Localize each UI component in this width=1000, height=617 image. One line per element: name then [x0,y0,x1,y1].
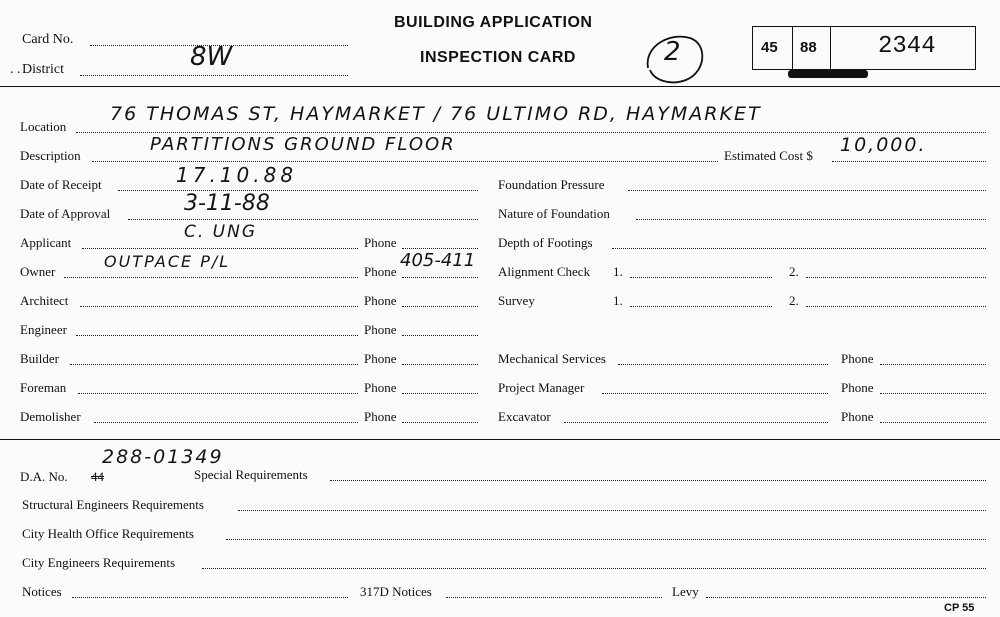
survey-num-1: 1. [613,293,623,308]
notices-label: Notices [22,584,62,599]
owner-phone-label: Phone [364,264,397,279]
owner-value: OUTPACE P/L [104,252,231,271]
engineer-phone-field [402,335,478,336]
architect-field [80,306,358,307]
mechanical-field [618,364,828,365]
foundation-pressure-field [628,190,986,191]
alignment-field-1 [630,277,772,278]
excavator-phone-field [880,422,986,423]
applicant-field [82,248,358,249]
mechanical-phone-label: Phone [841,351,874,366]
owner-field [64,277,358,278]
location-label: Location [20,119,67,134]
date-receipt-field [118,190,478,191]
demolisher-label: Demolisher [20,409,81,424]
district-dots-prefix: . . [10,62,21,77]
foreman-phone-field [402,393,478,394]
depth-footings-field [612,248,986,249]
applicant-label: Applicant [20,235,72,250]
project-manager-label: Project Manager [498,380,585,395]
redaction-mark [788,70,868,78]
box-divider-2 [830,26,831,70]
mechanical-phone-field [880,364,986,365]
estimated-cost-label: Estimated Cost $ [724,148,813,163]
demolisher-phone-field [402,422,478,423]
estimated-cost-value: 10,000. [840,134,927,156]
builder-phone-field [402,364,478,365]
notices-field [72,597,348,598]
excavator-label: Excavator [498,409,551,424]
engineer-field [76,335,358,336]
form-code: CP 55 [944,602,975,614]
excavator-phone-label: Phone [841,409,874,424]
foreman-field [78,393,358,394]
excavator-field [564,422,828,423]
requirements-divider [0,439,1000,440]
circled-number: 2 [664,37,683,67]
applicant-value: C. UNG [184,222,258,242]
district-field [80,75,348,76]
date-receipt-value: 17.10.88 [176,163,298,187]
alignment-field-2 [806,277,986,278]
project-manager-phone-field [880,393,986,394]
foreman-label: Foreman [20,380,67,395]
alignment-num-1: 1. [613,264,623,279]
date-approval-field [128,219,478,220]
survey-label: Survey [498,293,535,308]
special-requirements-field [330,480,986,481]
owner-phone-field [402,277,478,278]
foreman-phone-label: Phone [364,380,397,395]
survey-num-2: 2. [789,293,799,308]
nature-foundation-field [636,219,986,220]
project-manager-field [602,393,828,394]
date-approval-label: Date of Approval [20,206,111,221]
box-number-c: 2344 [878,33,936,60]
box-number-a: 45 [761,39,778,56]
da-no-label: D.A. No. [20,469,68,484]
header-divider [0,86,1000,87]
architect-label: Architect [20,293,69,308]
box-number-b: 88 [800,39,817,56]
survey-field-1 [630,306,772,307]
builder-phone-label: Phone [364,351,397,366]
reference-box [752,26,976,70]
date-approval-value: 3-11-88 [184,191,270,216]
card-no-label: Card No. [22,32,74,47]
depth-footings-label: Depth of Footings [498,235,593,250]
date-receipt-label: Date of Receipt [20,177,102,192]
da-no-value: 288-01349 [102,446,224,468]
architect-phone-label: Phone [364,293,397,308]
levy-field [706,597,986,598]
district-value: 8W [190,42,233,72]
owner-phone-value: 405-411 [400,250,476,271]
notices-317d-field [446,597,662,598]
foundation-pressure-label: Foundation Pressure [498,177,605,192]
health-label: City Health Office Requirements [22,526,194,541]
architect-phone-field [402,306,478,307]
estimated-cost-field [832,161,986,162]
applicant-phone-label: Phone [364,235,397,250]
box-divider-1 [792,26,793,70]
builder-field [70,364,358,365]
engineer-label: Engineer [20,322,67,337]
description-label: Description [20,148,81,163]
owner-label: Owner [20,264,56,279]
location-value: 76 THOMAS ST, HAYMARKET / 76 ULTIMO RD, HAYMARKET [110,103,762,125]
special-requirements-label: Special Requirements [194,467,308,482]
survey-field-2 [806,306,986,307]
city-engineers-label: City Engineers Requirements [22,555,176,570]
demolisher-phone-label: Phone [364,409,397,424]
alignment-check-label: Alignment Check [498,264,591,279]
builder-label: Builder [20,351,59,366]
alignment-num-2: 2. [789,264,799,279]
nature-foundation-label: Nature of Foundation [498,206,610,221]
engineer-phone-label: Phone [364,322,397,337]
levy-label: Levy [672,584,699,599]
notices-317d-label: 317D Notices [360,584,432,599]
structural-field [238,510,986,511]
struck-prefix: 44 [91,469,104,484]
health-field [226,539,986,540]
city-engineers-field [202,568,986,569]
title-line2: INSPECTION CARD [420,49,576,66]
description-value: PARTITIONS GROUND FLOOR [150,134,456,155]
demolisher-field [94,422,358,423]
district-label: District [22,62,64,77]
applicant-phone-field [402,248,478,249]
title-line1: BUILDING APPLICATION [394,14,593,31]
description-field [92,161,718,162]
structural-label: Structural Engineers Requirements [22,497,204,512]
location-field [76,132,986,133]
project-manager-phone-label: Phone [841,380,874,395]
mechanical-label: Mechanical Services [498,351,606,366]
